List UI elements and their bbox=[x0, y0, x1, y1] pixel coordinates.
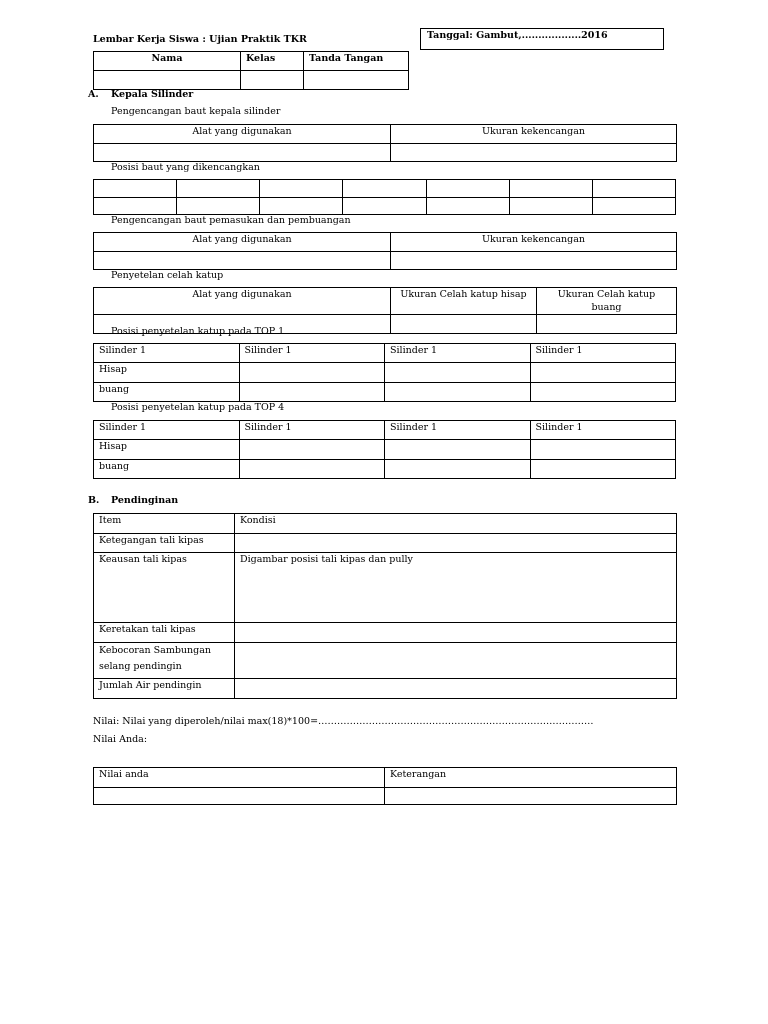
row-label-buang: buang bbox=[94, 460, 240, 479]
bolt-cell[interactable] bbox=[426, 198, 509, 215]
section-b-title: Pendinginan bbox=[111, 495, 179, 506]
table-manifold-bolt bbox=[93, 232, 677, 270]
bolt-cell[interactable] bbox=[177, 180, 260, 198]
row-label bbox=[94, 643, 235, 679]
input-nama[interactable] bbox=[94, 71, 241, 90]
cylinder-label: Silinder 1 bbox=[385, 421, 531, 440]
input-gap-exhaust[interactable] bbox=[537, 315, 677, 334]
cylinder-label: Silinder 1 bbox=[530, 421, 676, 440]
input-cell[interactable] bbox=[239, 460, 385, 479]
cylinder-label: Silinder 1 bbox=[239, 344, 385, 363]
row-label-line2: selang pendingin bbox=[99, 661, 182, 672]
bolt-cell[interactable] bbox=[94, 180, 177, 198]
table-top4 bbox=[93, 420, 676, 479]
bolt-cell[interactable] bbox=[509, 198, 592, 215]
header-kondisi: Kondisi bbox=[235, 514, 677, 534]
header-keterangan: Keterangan bbox=[385, 768, 677, 788]
cylinder-label: Silinder 1 bbox=[239, 421, 385, 440]
table-top1 bbox=[93, 343, 676, 402]
subheading-manifold-bolt: Pengencangan baut pemasukan dan pembuangan bbox=[111, 215, 351, 226]
col-kelas: Kelas bbox=[241, 52, 304, 71]
input-cell[interactable] bbox=[385, 383, 531, 402]
input-cell[interactable] bbox=[385, 460, 531, 479]
cylinder-label: Silinder 1 bbox=[385, 344, 531, 363]
input-cell[interactable] bbox=[235, 643, 677, 679]
input-cell[interactable] bbox=[385, 440, 531, 460]
row-label-line1: Kebocoran Sambungan bbox=[99, 645, 212, 656]
row-label-buang: buang bbox=[94, 383, 240, 402]
row-label-hisap: Hisap bbox=[94, 363, 240, 383]
subheading-top4: Posisi penyetelan katup pada TOP 4 bbox=[111, 402, 285, 413]
header-tool: Alat yang digunakan bbox=[94, 125, 391, 144]
row-label: Keausan tali kipas bbox=[94, 553, 235, 623]
input-cell[interactable] bbox=[235, 679, 677, 699]
section-a-title: Kepala Silinder bbox=[111, 89, 194, 100]
drawing-note: Digambar posisi tali kipas dan pully bbox=[240, 554, 413, 565]
input-cell[interactable] bbox=[530, 363, 676, 383]
input-cell[interactable] bbox=[235, 623, 677, 643]
subheading-top1: Posisi penyetelan katup pada TOP 1 bbox=[111, 326, 285, 337]
header-gap-intake: Ukuran Celah katup hisap bbox=[391, 288, 537, 315]
input-cell[interactable] bbox=[530, 383, 676, 402]
cylinder-label: Silinder 1 bbox=[530, 344, 676, 363]
input-torque[interactable] bbox=[391, 252, 677, 270]
input-kelas[interactable] bbox=[241, 71, 304, 90]
input-cell[interactable] bbox=[385, 363, 531, 383]
header-tool: Alat yang digunakan bbox=[94, 233, 391, 252]
bolt-cell[interactable] bbox=[592, 180, 675, 198]
input-gap-intake[interactable] bbox=[391, 315, 537, 334]
date-box[interactable] bbox=[420, 28, 664, 50]
input-tanda-tangan[interactable] bbox=[304, 71, 409, 90]
table-bolt-position bbox=[93, 179, 676, 215]
table-score bbox=[93, 767, 677, 805]
col-nama: Nama bbox=[94, 52, 241, 71]
row-label: Jumlah Air pendingin bbox=[94, 679, 235, 699]
section-a-letter: A. bbox=[88, 89, 99, 100]
identity-table bbox=[93, 51, 409, 90]
bolt-cell[interactable] bbox=[260, 180, 343, 198]
subheading-cylinder-head-bolt: Pengencangan baut kepala silinder bbox=[111, 106, 281, 117]
table-head-bolt bbox=[93, 124, 677, 162]
bolt-cell[interactable] bbox=[177, 198, 260, 215]
date-label: Tanggal: Gambut,..................2016 bbox=[427, 30, 608, 41]
input-tool[interactable] bbox=[94, 252, 391, 270]
subheading-valve-clearance: Penyetelan celah katup bbox=[111, 270, 224, 281]
bolt-cell[interactable] bbox=[343, 180, 426, 198]
cylinder-label: Silinder 1 bbox=[94, 344, 240, 363]
header-nilai: Nilai anda bbox=[94, 768, 385, 788]
input-tool[interactable] bbox=[94, 144, 391, 162]
header-torque: Ukuran kekencangan bbox=[391, 125, 677, 144]
drawing-cell[interactable] bbox=[235, 553, 677, 623]
input-cell[interactable] bbox=[239, 363, 385, 383]
bolt-cell[interactable] bbox=[509, 180, 592, 198]
row-label: Keretakan tali kipas bbox=[94, 623, 235, 643]
header-gap-exhaust: Ukuran Celah katup buang bbox=[537, 288, 677, 315]
cylinder-label: Silinder 1 bbox=[94, 421, 240, 440]
score-label: Nilai Anda: bbox=[93, 734, 148, 745]
worksheet-title: Lembar Kerja Siswa : Ujian Praktik TKR bbox=[93, 34, 307, 45]
col-tanda-tangan: Tanda Tangan bbox=[304, 52, 409, 71]
header-torque: Ukuran kekencangan bbox=[391, 233, 677, 252]
input-cell[interactable] bbox=[239, 440, 385, 460]
input-cell[interactable] bbox=[530, 460, 676, 479]
input-cell[interactable] bbox=[530, 440, 676, 460]
table-cooling bbox=[93, 513, 677, 699]
input-cell[interactable] bbox=[239, 383, 385, 402]
bolt-cell[interactable] bbox=[426, 180, 509, 198]
bolt-cell[interactable] bbox=[94, 198, 177, 215]
input-torque[interactable] bbox=[391, 144, 677, 162]
bolt-cell[interactable] bbox=[592, 198, 675, 215]
header-tool: Alat yang digunakan bbox=[94, 288, 391, 315]
score-formula: Nilai: Nilai yang diperoleh/nilai max(18)*100=…………………………………………………………………………… bbox=[93, 716, 594, 727]
bolt-cell[interactable] bbox=[343, 198, 426, 215]
bolt-cell[interactable] bbox=[260, 198, 343, 215]
row-label-hisap: Hisap bbox=[94, 440, 240, 460]
subheading-bolt-position: Posisi baut yang dikencangkan bbox=[111, 162, 260, 173]
header-item: Item bbox=[94, 514, 235, 534]
input-keterangan[interactable] bbox=[385, 788, 677, 805]
input-cell[interactable] bbox=[235, 534, 677, 553]
input-nilai[interactable] bbox=[94, 788, 385, 805]
section-b-letter: B. bbox=[88, 495, 100, 506]
row-label: Ketegangan tali kipas bbox=[94, 534, 235, 553]
